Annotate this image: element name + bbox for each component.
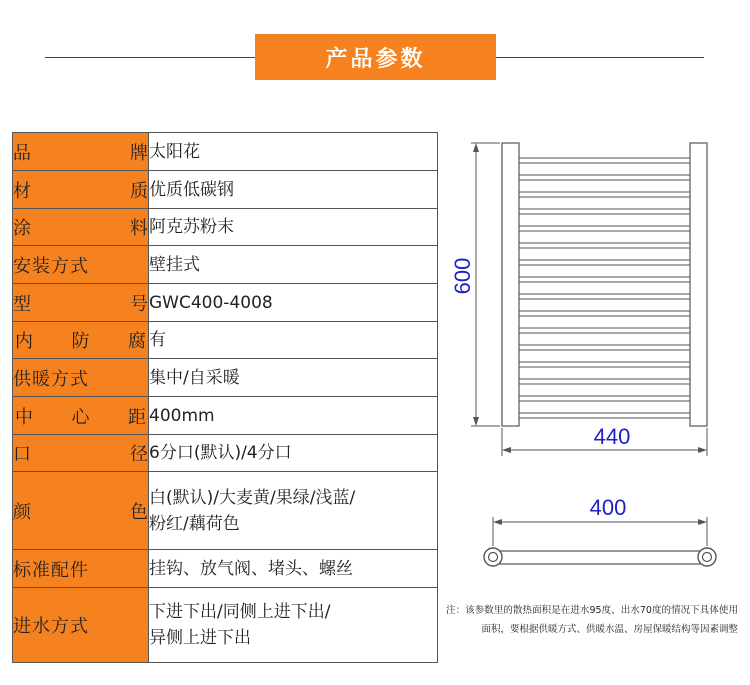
- spec-label-text: 型 号: [13, 293, 148, 315]
- spec-value: 挂钩、放气阀、堵头、螺丝: [149, 550, 438, 588]
- spec-value: 有: [149, 322, 438, 359]
- spec-label-text: 中 心 距: [15, 406, 146, 428]
- spec-label-text: 颜 色: [13, 501, 148, 523]
- spec-value: 集中/自采暖: [149, 359, 438, 397]
- center-arrow-left: [493, 519, 502, 525]
- arrow-right: [698, 447, 707, 453]
- spec-label-text: 标准配件: [13, 559, 89, 581]
- spec-label-text: 口 径: [13, 444, 148, 465]
- radiator-top-view: [484, 495, 716, 566]
- right-column: [690, 143, 707, 426]
- spec-label-text: 内 防 腐: [15, 331, 146, 352]
- section-title: 产品参数: [255, 34, 496, 80]
- left-cap-inner: [489, 553, 498, 562]
- spec-value: 白(默认)/大麦黄/果绿/浅蓝/ 粉红/藕荷色: [149, 472, 438, 550]
- spec-label-text: 品 牌: [13, 142, 148, 164]
- width-dim-label: 440: [593, 424, 631, 449]
- spec-value: 400mm: [149, 397, 438, 435]
- arrow-up: [473, 143, 479, 152]
- spec-value: 壁挂式: [149, 246, 438, 284]
- spec-value: 优质低碳钢: [149, 171, 438, 209]
- spec-value: 下进下出/同侧上进下出/ 异侧上进下出: [149, 588, 438, 663]
- spec-label-text: 安装方式: [13, 255, 89, 277]
- footnote: 注：该参数里的散热面积是在进水95度、出水70度的情况下具体使用面积，要根据供暖方式、供暖水温、房屋保暖结构等因素调整: [446, 605, 738, 635]
- top-bar: [500, 551, 700, 564]
- radiator-front-view: [450, 143, 707, 456]
- spec-label-text: 进水方式: [13, 616, 89, 637]
- spec-label-text: 供暖方式: [13, 368, 89, 390]
- spec-value: 阿克苏粉末: [149, 209, 438, 246]
- center-dim-label: 400: [589, 495, 627, 520]
- spec-value: 6分口(默认)/4分口: [149, 435, 438, 472]
- spec-label-text: 涂 料: [13, 218, 148, 239]
- spec-value: 太阳花: [149, 133, 438, 171]
- spec-value: GWC400-4008: [149, 284, 438, 322]
- arrow-left: [502, 447, 511, 453]
- height-dim-label: 600: [450, 257, 475, 295]
- arrow-down: [473, 417, 479, 426]
- spec-label-text: 材 质: [13, 180, 148, 202]
- center-arrow-right: [698, 519, 707, 525]
- right-cap-inner: [703, 553, 712, 562]
- left-column: [502, 143, 519, 426]
